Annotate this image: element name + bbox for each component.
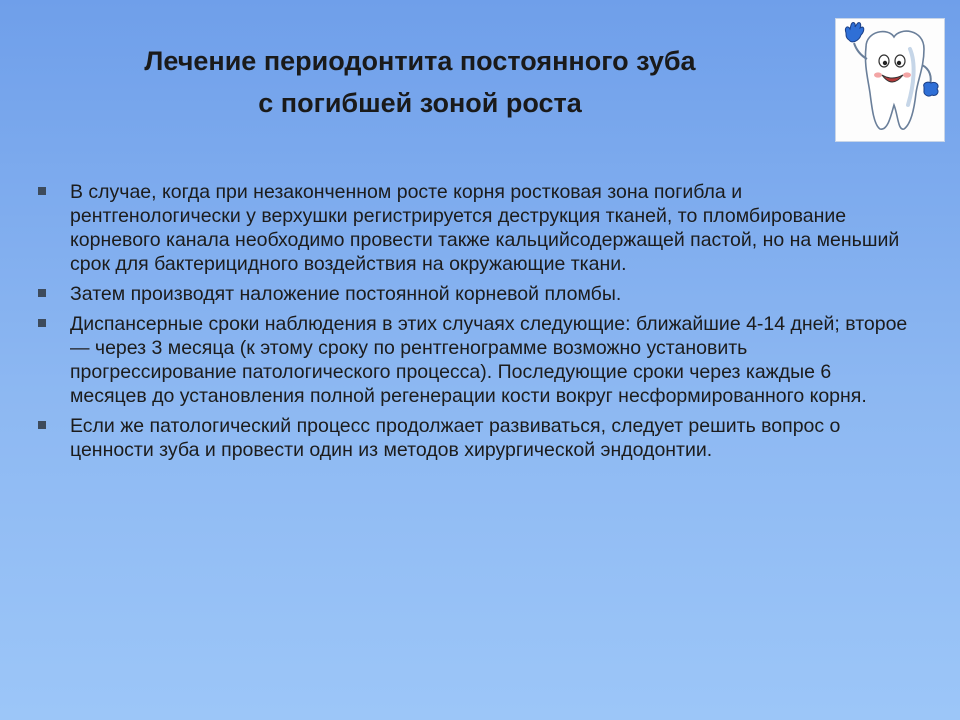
bullet-item	[38, 414, 908, 462]
bullet-text: В случае, когда при незаконченном росте корня ростковая зона погибла и рентгенологически у верхушки регистрируется деструкция тканей, то пломбирование корневого канала необходимо провести также кальцийсодержащей пастой, но на меньший срок для бактерицидного воздействия на окружающие ткани.	[70, 181, 900, 275]
bullet-marker	[38, 289, 46, 297]
bullet-text: Затем производят наложение постоянной корневой пломбы.	[70, 283, 622, 305]
bullet-text: Если же патологический процесс продолжает развиваться, следует решить вопрос о ценности зуба и провести один из методов хирургической эндодонтии.	[70, 415, 841, 461]
bullet-item	[38, 180, 908, 276]
cartoon-tooth-drawing	[836, 19, 944, 141]
bullet-marker	[38, 319, 46, 327]
slide-title	[40, 40, 800, 124]
slide-title-line-1: Лечение периодонтита постоянного зуба	[144, 46, 696, 76]
bullet-marker	[38, 421, 46, 429]
bullet-list	[38, 180, 908, 468]
bullet-text: Диспансерные сроки наблюдения в этих случаях следующие: ближайшие 4-14 дней; второе — через 3 месяца (к этому сроку по рентгенограмме возможно установить прогрессирование патологического процесса). Последующие сроки через каждые 6 месяцев до установления полной регенерации кости вокруг несформированного корня.	[70, 313, 908, 407]
cartoon-tooth-icon	[835, 18, 945, 142]
bullet-item	[38, 282, 908, 306]
bullet-item	[38, 312, 908, 408]
slide-title-line-2: с погибшей зоной роста	[258, 88, 582, 118]
bullet-marker	[38, 187, 46, 195]
